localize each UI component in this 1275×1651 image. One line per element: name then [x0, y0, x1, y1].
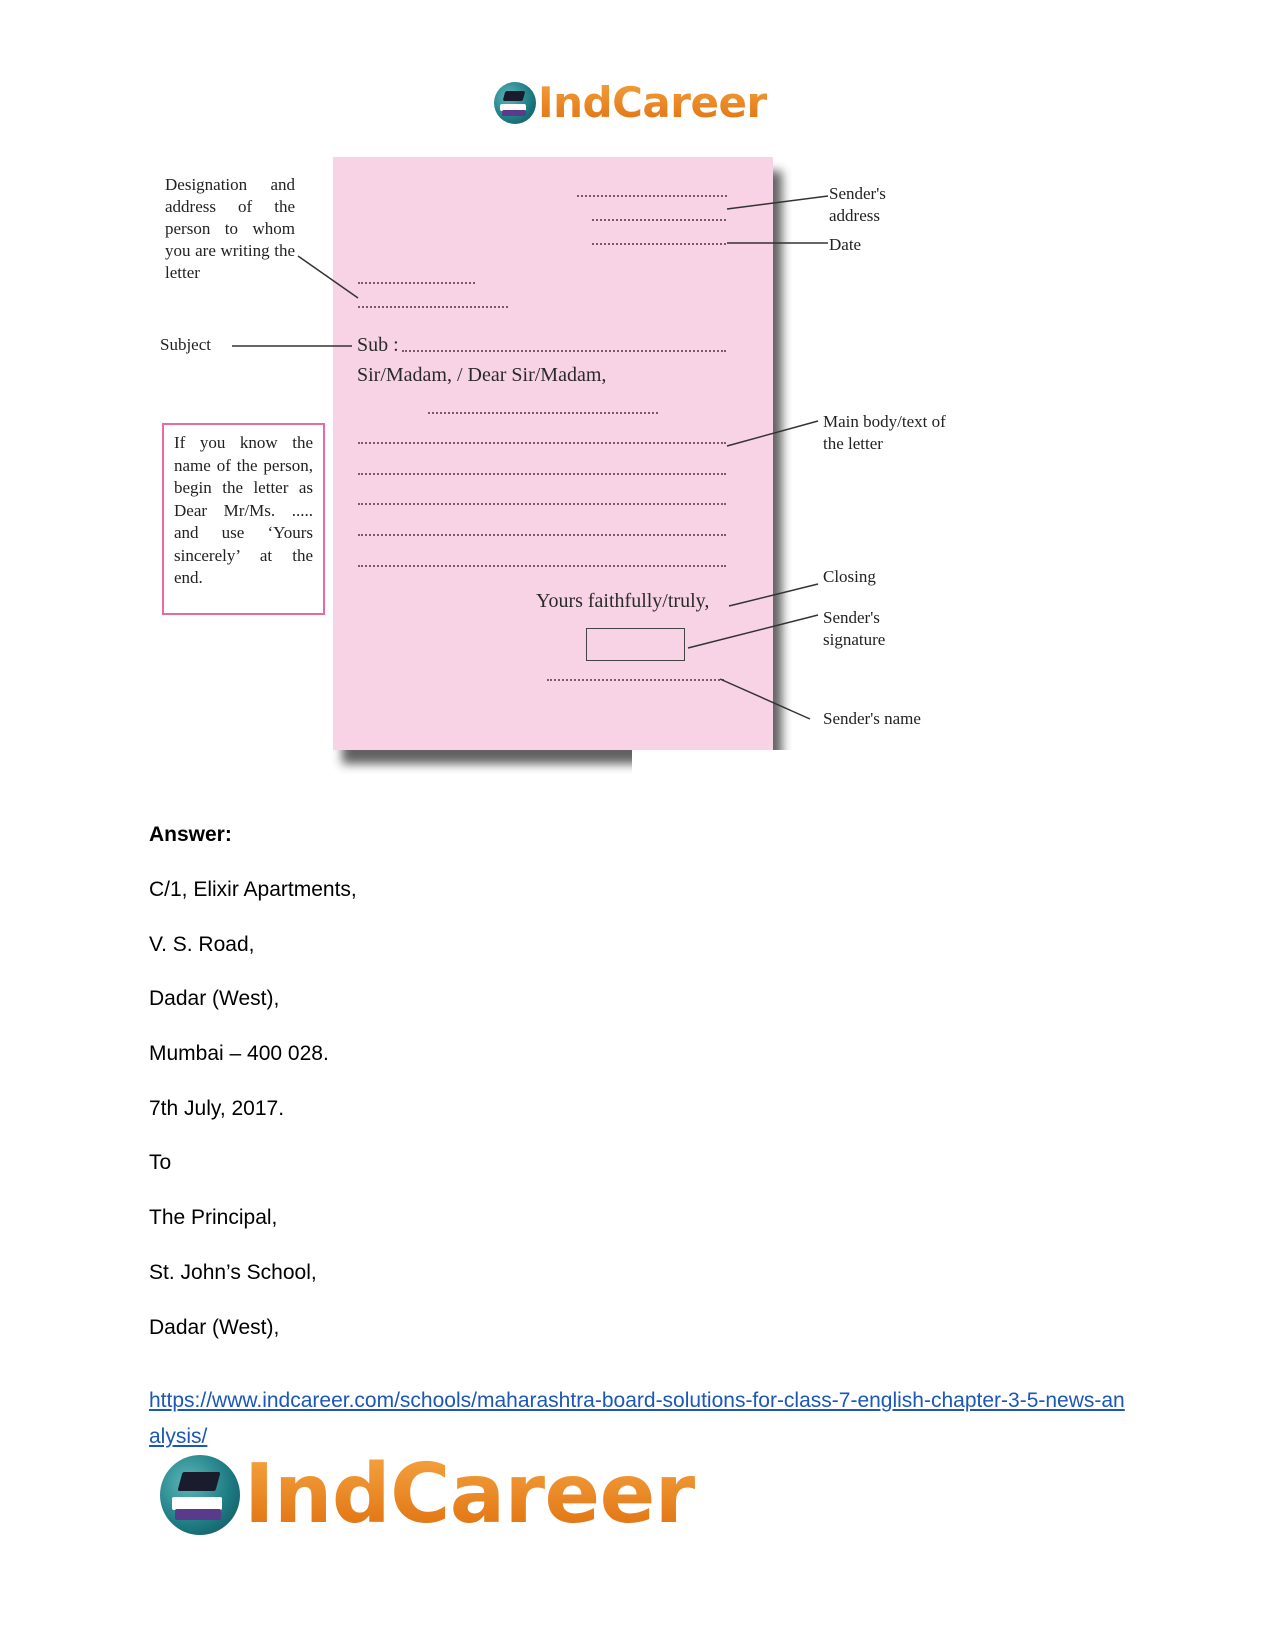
answer-line: Dadar (West), — [149, 1316, 280, 1339]
graduation-globe-icon — [160, 1455, 240, 1535]
main-body-label: Main body/text of the letter — [823, 412, 946, 453]
closing-label: Closing — [823, 567, 876, 586]
answer-line: To — [149, 1151, 172, 1174]
answer-line: St. John’s School, — [149, 1261, 317, 1284]
answer-line: C/1, Elixir Apartments, — [149, 878, 357, 901]
senders-address-label: Sender's address — [829, 184, 886, 225]
closing-text: Yours faithfully/truly, — [536, 590, 710, 612]
logo-text: IndCareer — [538, 78, 767, 127]
answer-line: V. S. Road, — [149, 933, 255, 956]
senders-signature-label: Sender's signature — [823, 608, 886, 649]
note-box: If you know the name of the person, begin the letter as Dear Mr/Ms. ..... and use ‘Yours sincerely’ at the end. — [162, 423, 325, 615]
footer-logo — [160, 1447, 695, 1542]
answer-line: Dadar (West), — [149, 987, 280, 1010]
date-label: Date — [829, 235, 862, 254]
salutation: Sir/Madam, / Dear Sir/Madam, — [357, 364, 607, 386]
answer-line: The Principal, — [149, 1206, 278, 1229]
answer-line: 7th July, 2017. — [149, 1097, 285, 1120]
sub-label: Sub : — [357, 334, 399, 356]
answer-title: Answer: — [149, 823, 232, 846]
subject-label: Subject — [160, 335, 211, 354]
recipient-label: Designation and address of the person to whom you are writing the letter — [165, 175, 295, 282]
source-link[interactable]: https://www.indcareer.com/schools/maharashtra-board-solutions-for-class-7-english-chapter-3-5-news-analysis/ — [149, 1389, 1125, 1448]
logo-text: IndCareer — [244, 1447, 695, 1542]
senders-name-label: Sender's name — [823, 709, 921, 728]
answer-line: Mumbai – 400 028. — [149, 1042, 329, 1065]
